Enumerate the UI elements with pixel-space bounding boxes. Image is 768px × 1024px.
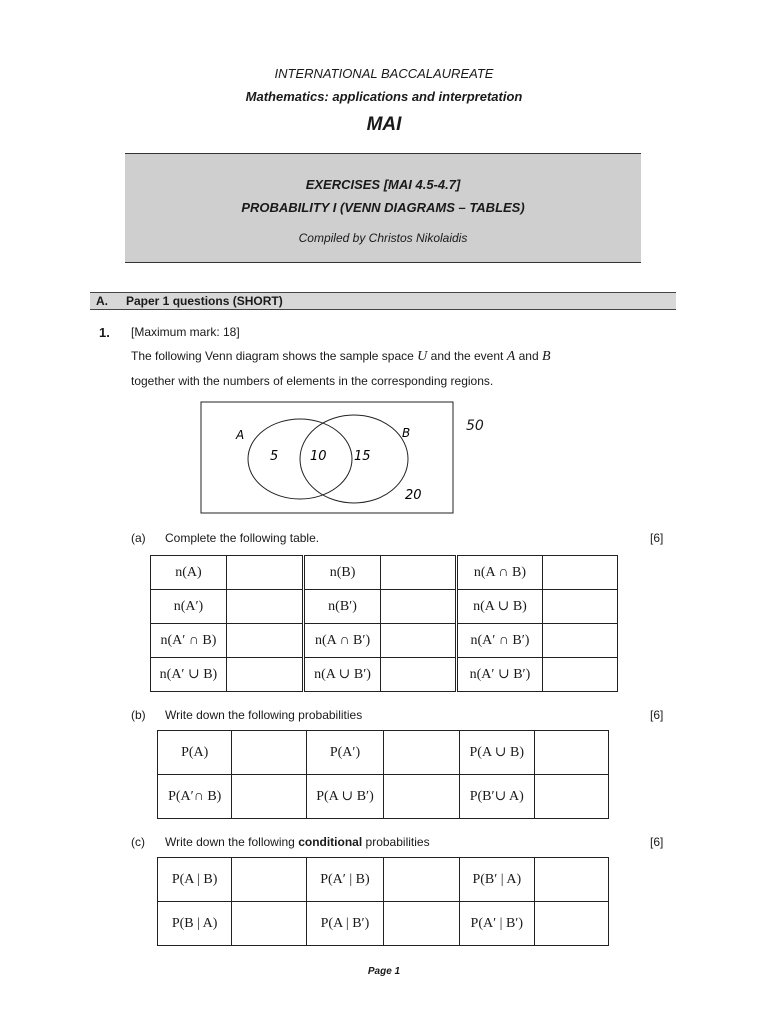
table-row [158, 858, 609, 902]
part-a-instruction: Complete the following table. [165, 531, 320, 545]
part-c-label: (c) [131, 835, 145, 849]
venn-intersection: 10 [310, 449, 327, 464]
answer-cell[interactable] [535, 775, 609, 819]
part-b-label: (b) [131, 708, 146, 722]
answer-cell[interactable] [232, 858, 307, 902]
expression-cell: P(A′) [307, 731, 383, 775]
venn-diagram [200, 401, 456, 515]
instruction-emphasis: conditional [298, 835, 363, 849]
question-number: 1. [99, 325, 110, 340]
answer-cell[interactable] [534, 858, 608, 902]
expression-cell: n(A′) [151, 590, 227, 624]
answer-cell[interactable] [542, 556, 617, 590]
expression-cell: P(A ∪ B′) [307, 775, 383, 819]
answer-cell[interactable] [380, 590, 456, 624]
part-a-marks: [6] [650, 531, 664, 545]
answer-cell[interactable] [232, 731, 307, 775]
expression-cell: P(A | B′) [307, 902, 383, 946]
exercise-code: EXERCISES [MAI 4.5-4.7] [305, 177, 461, 192]
expression-cell: P(B′ | A) [459, 858, 534, 902]
expression-cell: P(B′∪ A) [459, 775, 534, 819]
part-c-marks: [6] [650, 835, 664, 849]
expression-cell: P(B | A) [158, 902, 232, 946]
part-c-instruction [165, 835, 430, 849]
stem-text: and [518, 349, 539, 363]
expression-cell: P(A′ | B′) [459, 902, 534, 946]
exercise-author: Compiled by Christos Nikolaidis [298, 231, 468, 245]
expression-cell: P(A | B) [158, 858, 232, 902]
var-a: A [506, 349, 516, 364]
part-a-table [150, 555, 618, 692]
expression-cell: n(B′) [304, 590, 381, 624]
answer-cell[interactable] [380, 624, 456, 658]
venn-only-b: 15 [354, 449, 371, 464]
exercise-title-box [125, 153, 641, 263]
answer-cell[interactable] [232, 775, 307, 819]
var-u: U [417, 349, 428, 364]
answer-cell[interactable] [542, 658, 617, 692]
expression-cell: P(A′∩ B) [158, 775, 232, 819]
answer-cell[interactable] [226, 590, 303, 624]
instruction-text: probabilities [365, 835, 430, 849]
expression-cell: n(A ∩ B) [457, 556, 543, 590]
stem-text: The following Venn diagram shows the sample space [131, 349, 414, 363]
part-b-instruction: Write down the following probabilities [165, 708, 363, 722]
answer-cell[interactable] [380, 658, 456, 692]
answer-cell[interactable] [383, 775, 459, 819]
expression-cell: n(A) [151, 556, 227, 590]
section-letter: A. [96, 294, 108, 308]
answer-cell[interactable] [535, 731, 609, 775]
answer-cell[interactable] [383, 858, 459, 902]
answer-cell[interactable] [534, 902, 608, 946]
expression-cell: n(A ∪ B′) [304, 658, 381, 692]
part-c-table [157, 857, 609, 946]
answer-cell[interactable] [380, 556, 456, 590]
expression-cell: n(A ∩ B′) [304, 624, 381, 658]
answer-cell[interactable] [226, 556, 303, 590]
venn-label-a: A [236, 428, 245, 442]
answer-cell[interactable] [542, 590, 617, 624]
course-code: MAI [366, 114, 402, 135]
table-row [151, 624, 618, 658]
expression-cell: n(A′ ∩ B′) [457, 624, 543, 658]
part-b-marks: [6] [650, 708, 664, 722]
expression-cell: n(A′ ∪ B′) [457, 658, 543, 692]
expression-cell: n(A′ ∪ B) [151, 658, 227, 692]
expression-cell: P(A ∪ B) [459, 731, 534, 775]
venn-neither: 20 [405, 488, 422, 503]
question-stem-line [131, 349, 551, 365]
page-number: Page 1 [367, 966, 401, 977]
table-row [158, 775, 609, 819]
question-max-mark: [Maximum mark: 18] [131, 325, 240, 339]
var-b: B [542, 349, 551, 364]
answer-cell[interactable] [383, 731, 459, 775]
table-row [151, 556, 618, 590]
table-row [158, 731, 609, 775]
answer-cell[interactable] [232, 902, 307, 946]
answer-cell[interactable] [226, 624, 303, 658]
instruction-text: Write down the following [165, 835, 295, 849]
answer-cell[interactable] [226, 658, 303, 692]
venn-total: 50 [466, 418, 484, 434]
expression-cell: n(A′ ∩ B) [151, 624, 227, 658]
table-row [151, 590, 618, 624]
part-a-label: (a) [131, 531, 146, 545]
exercise-topic: PROBABILITY I (VENN DIAGRAMS – TABLES) [241, 200, 525, 215]
stem-text: and the event [430, 349, 504, 363]
section-title: Paper 1 questions (SHORT) [126, 294, 283, 308]
venn-label-b: B [402, 426, 411, 440]
section-header [90, 292, 676, 310]
expression-cell: n(A ∪ B) [457, 590, 543, 624]
answer-cell[interactable] [383, 902, 459, 946]
course-heading: Mathematics: applications and interpretation [245, 89, 523, 104]
table-row [151, 658, 618, 692]
expression-cell: P(A′ | B) [307, 858, 383, 902]
venn-only-a: 5 [270, 449, 279, 464]
institution-heading: INTERNATIONAL BACCALAUREATE [274, 66, 494, 81]
table-row [158, 902, 609, 946]
answer-cell[interactable] [542, 624, 617, 658]
expression-cell: n(B) [304, 556, 381, 590]
question-stem-line-2: together with the numbers of elements in the corresponding regions. [131, 374, 494, 388]
part-b-table [157, 730, 609, 819]
expression-cell: P(A) [158, 731, 232, 775]
